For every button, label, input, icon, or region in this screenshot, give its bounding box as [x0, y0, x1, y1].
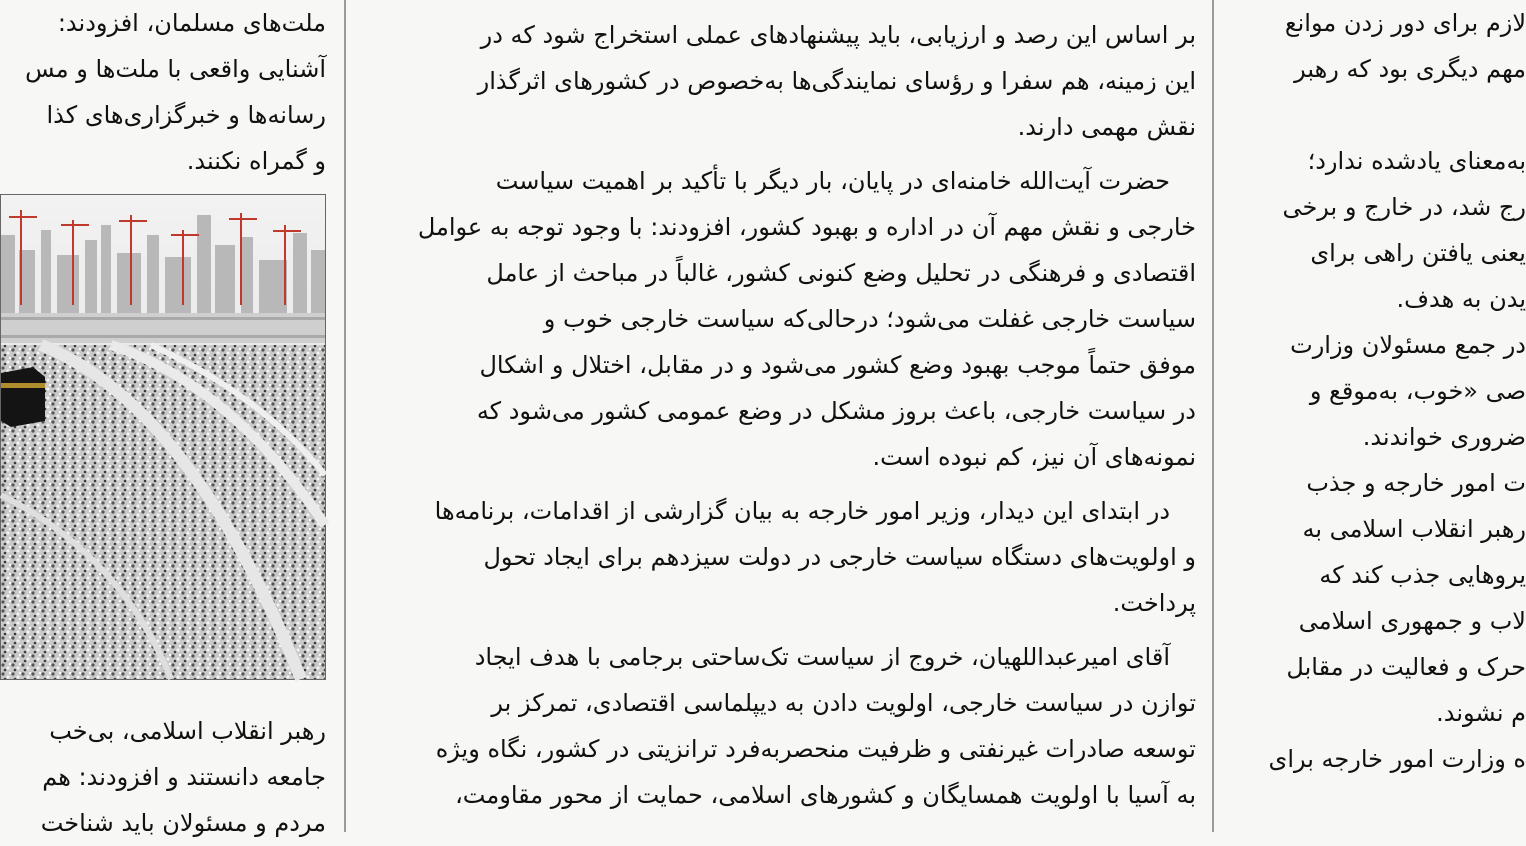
column-divider [1212, 0, 1214, 832]
text-line: موفق حتماً موجب بهبود وضع کشور می‌شود و در مقابل، اختلال و اشکال [479, 351, 1196, 379]
left-column-bottom-text [0, 708, 326, 846]
text-line [1236, 92, 1526, 138]
text-line: در سیاست خارجی، باعث بروز مشکل در وضع عمومی کشور می‌شود که [476, 397, 1196, 425]
text-line: لاب و جمهوری اسلامی [1298, 607, 1526, 635]
text-line: مردم و مسئولان باید شناخت [40, 809, 326, 837]
text-line: توازن در سیاست خارجی، اولویت دادن به دیپلماسی اقتصادی، تمرکز بر [491, 689, 1196, 717]
left-column-top-text [0, 0, 326, 184]
text-line: و گمراه نکنند. [186, 147, 326, 175]
text-line: ملت‌های مسلمان، افزودند: [57, 9, 326, 37]
text-line: بر اساس این رصد و ارزیابی، باید پیشنهادهای عملی استخراج شود که در [480, 21, 1196, 49]
text-line: آقای امیرعبداللهیان، خروج از سیاست تک‌ساحتی برجامی با هدف ایجاد [474, 643, 1170, 671]
text-line: این زمینه، هم سفرا و رؤسای نمایندگی‌ها به‌خصوص در کشورهای اثرگذار [477, 67, 1196, 95]
text-line: ضروری خواندند. [1362, 423, 1526, 451]
middle-column-article [384, 0, 1196, 832]
text-line: صی «خوب، به‌موقع و [1309, 377, 1526, 405]
paragraph [384, 158, 1196, 480]
right-column-text [1236, 0, 1526, 782]
left-column [0, 0, 326, 837]
paragraph [384, 634, 1196, 818]
text-line: پرداخت. [1112, 589, 1196, 617]
text-line: اقتصادی و فرهنگی در تحلیل وضع کنونی کشور، غالباً در مباحث از عامل [486, 259, 1196, 287]
text-line: مهم دیگری بود که رهبر [1294, 55, 1526, 83]
text-line: م نشوند. [1436, 699, 1526, 727]
text-line: لازم برای دور زدن موانع [1284, 9, 1526, 37]
text-line: توسعه صادرات غیرنفتی و ظرفیت منحصربه‌فرد ترانزیتی در کشور، نگاه ویژه [435, 735, 1196, 763]
paragraph [384, 12, 1196, 150]
text-line: حرک و فعالیت در مقابل [1286, 653, 1526, 681]
text-line: رهبر انقلاب اسلامی به [1302, 515, 1526, 543]
text-line: رسانه‌ها و خبرگزاری‌های کذا [46, 101, 326, 129]
text-line: حضرت آیت‌الله خامنه‌ای در پایان، بار دیگر با تأکید بر اهمیت سیاست [495, 167, 1170, 195]
text-line: یدن به هدف. [1396, 285, 1526, 313]
text-line: نقش مهمی دارند. [1017, 113, 1196, 141]
text-line: در ابتدای این دیدار، وزیر امور خارجه به بیان گزارشی از اقدامات، برنامه‌ها [434, 497, 1170, 525]
text-line: ت امور خارجه و جذب [1306, 469, 1526, 497]
text-line: رج شد، در خارج و برخی [1282, 193, 1526, 221]
text-line: یروهایی جذب کند که [1319, 561, 1526, 589]
text-line: و اولویت‌های دستگاه سیاست خارجی در دولت سیزدهم برای ایجاد تحول [483, 543, 1196, 571]
text-line: آشنایی واقعی با ملت‌ها و مس [25, 55, 326, 83]
text-line: یعنی یافتن راهی برای [1310, 239, 1526, 267]
text-line: به‌معنای یادشده ندارد؛ [1307, 147, 1526, 175]
right-column [1236, 0, 1526, 832]
text-line: جامعه دانستند و افزودند: هم [42, 763, 326, 791]
column-divider [344, 0, 346, 832]
text-line: خارجی و نقش مهم آن در اداره و بهبود کشور، افزودند: با وجود توجه به عوامل [417, 213, 1196, 241]
text-line: سیاست خارجی غفلت می‌شود؛ درحالی‌که سیاست خارجی خوب و [543, 305, 1196, 333]
text-line: در جمع مسئولان وزارت [1290, 331, 1526, 359]
text-line: ه وزارت امور خارجه برای [1268, 745, 1526, 773]
kaaba-crowd-photo [0, 194, 326, 680]
paragraph [384, 488, 1196, 626]
text-line: به آسیا با اولویت همسایگان و کشورهای اسلامی، حمایت از محور مقاومت، [455, 781, 1196, 809]
text-line: رهبر انقلاب اسلامی، بی‌خب [49, 717, 326, 745]
text-line: نمونه‌های آن نیز، کم نبوده است. [872, 443, 1196, 471]
